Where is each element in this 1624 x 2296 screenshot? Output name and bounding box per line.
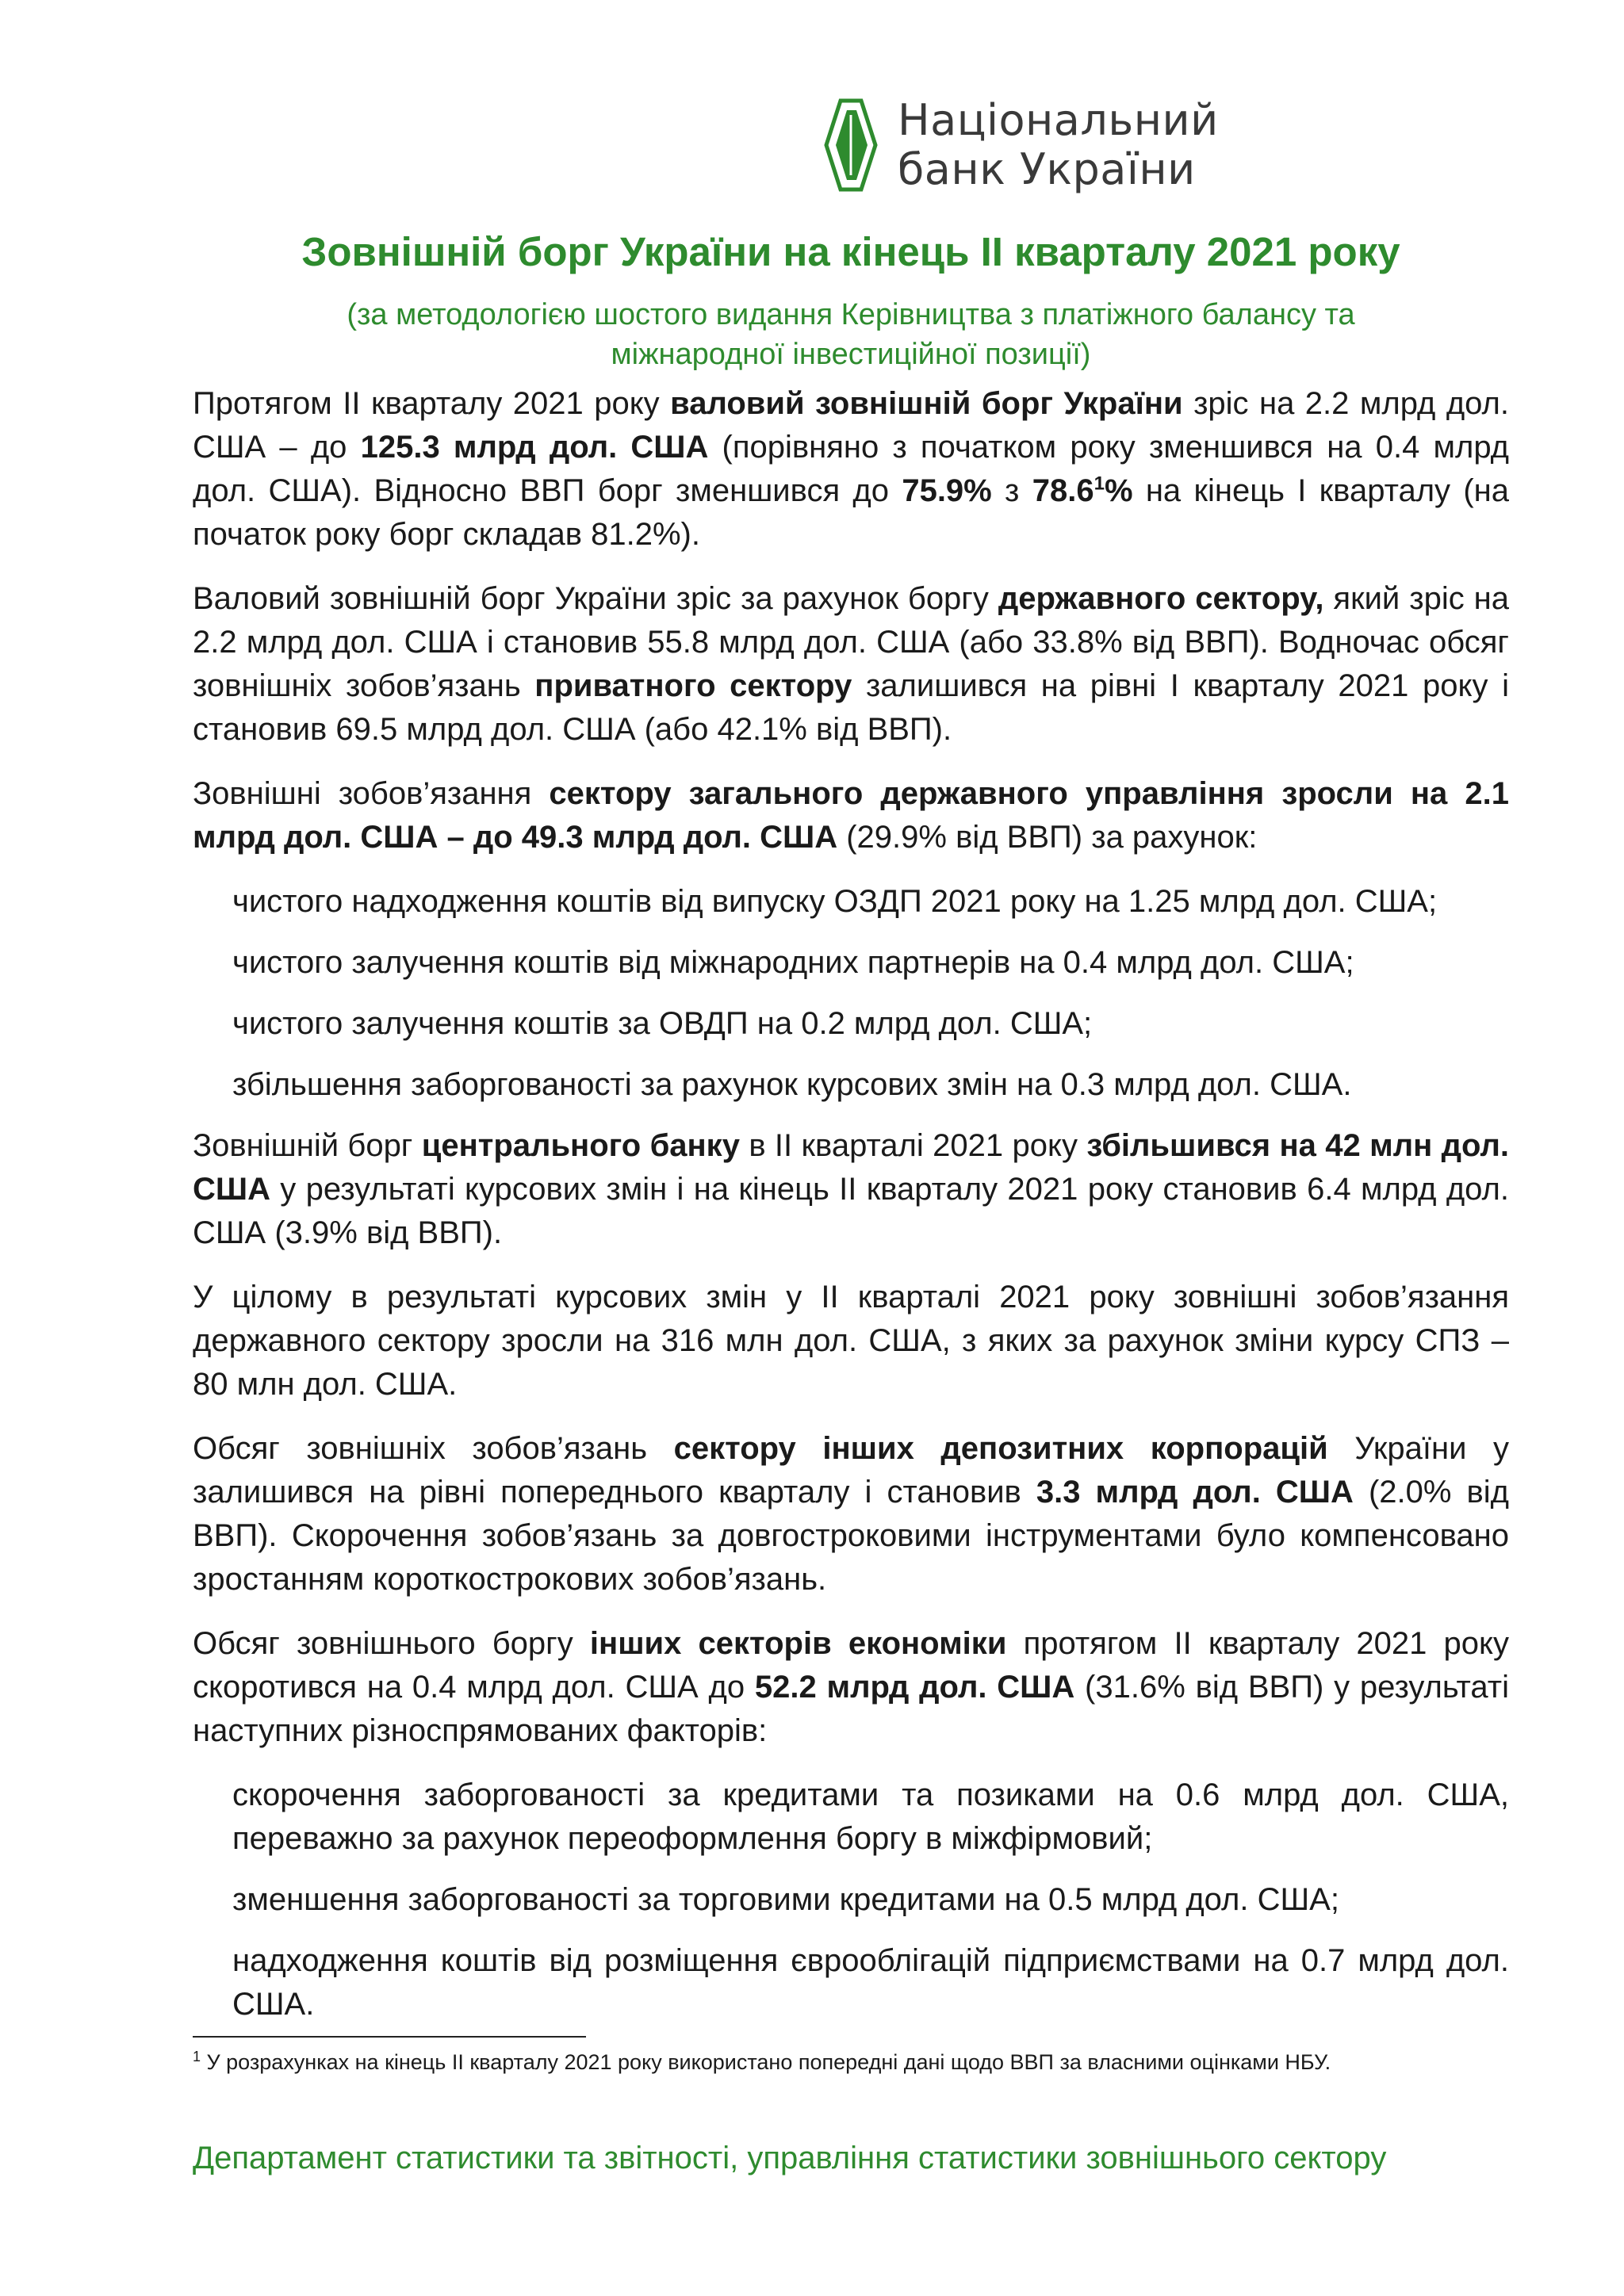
text: Валовий зовнішній борг України зріс за рахунок боргу	[193, 581, 998, 616]
bold-text: інших секторів економіки	[589, 1626, 1007, 1661]
bold-text: валовий зовнішній борг України	[670, 386, 1183, 421]
bold-text: державного сектору,	[998, 581, 1324, 616]
department-footer: Департамент статистики та звітності, управління статистики зовнішнього сектору	[193, 2141, 1387, 2175]
paragraph-deposit-corporations	[193, 1427, 1509, 1601]
list-item: чистого залучення коштів за ОВДП на 0.2 млрд дол. США;	[232, 1006, 1093, 1041]
document-subtitle	[193, 295, 1509, 374]
bold-text: центрального банку	[421, 1128, 740, 1163]
text: 78.6	[1032, 473, 1094, 508]
footnote	[193, 2048, 1509, 2076]
text: в ІІ кварталі 2021 року	[739, 1128, 1087, 1163]
paragraph-other-sectors	[193, 1622, 1509, 1753]
logo-line-2: банк України	[898, 144, 1196, 194]
bold-text: сектору загального державного управління зросли на 2.1 млрд дол. США – до 49.3 млрд дол. США	[193, 776, 1509, 855]
list-item: надходження коштів від розміщення єврооблігацій підприємствами на 0.7 млрд дол. США.	[232, 1943, 1509, 2022]
paragraph-public-sector	[193, 577, 1509, 752]
bold-text: сектору інших депозитних корпорацій	[673, 1431, 1328, 1466]
bold-text: 125.3 млрд дол. США	[360, 430, 709, 465]
text: У цілому в результаті курсових змін у ІІ кварталі 2021 року зовнішні зобов’язання державного сектору зросли на 316 млн дол. США, з яких за рахунок зміни курсу СПЗ – 80 млн дол. США.	[193, 1280, 1509, 1402]
text: протягом ІІ кварталу 2021 року скоротився на 0.4 млрд дол. США до	[193, 1626, 1509, 1705]
bold-text: 52.2 млрд дол. США	[754, 1670, 1075, 1705]
footnote-text: У розрахунках на кінець ІІ кварталу 2021 року використано попередні дані щодо ВВП за власними оцінками НБУ.	[201, 2050, 1331, 2074]
bold-text: приватного сектору	[534, 668, 852, 703]
text: %	[1104, 473, 1133, 508]
text: Зовнішній борг	[193, 1128, 422, 1163]
footnote-divider	[193, 2036, 586, 2038]
text: (29.9% від ВВП) за рахунок:	[837, 820, 1258, 855]
text: України у залишився на рівні попереднього кварталу і становив	[193, 1431, 1510, 1510]
text: Обсяг зовнішніх зобов’язань	[193, 1431, 674, 1466]
text: у результаті курсових змін і на кінець ІІ кварталу 2021 року становив 6.4 млрд дол. США (3.9% від ВВП).	[193, 1172, 1509, 1250]
text: з	[991, 473, 1032, 508]
nbu-emblem-icon	[823, 98, 879, 193]
text: (2.0% від ВВП). Скорочення зобов’язань за довгостроковими інструментами було компенсовано зростанням короткострокових зобов’язань.	[193, 1475, 1510, 1597]
list-item: чистого надходження коштів від випуску ОЗДП 2021 року на 1.25 млрд дол. США;	[232, 884, 1438, 919]
list-item: збільшення заборгованості за рахунок курсових змін на 0.3 млрд дол. США.	[232, 1067, 1352, 1102]
logo-line-1: Національний	[898, 95, 1219, 145]
bold-text	[1032, 473, 1133, 508]
document-body	[193, 382, 1509, 2044]
text: на кінець І кварталу (на початок року борг складав 81.2%).	[193, 473, 1510, 552]
text: (31.6% від ВВП) у результаті наступних різноспрямованих факторів:	[193, 1670, 1509, 1748]
nbu-logo	[823, 94, 1219, 197]
paragraph-central-bank	[193, 1124, 1509, 1255]
document-title: Зовнішній борг України на кінець ІІ кварталу 2021 року	[301, 229, 1400, 274]
list-item: скорочення заборгованості за кредитами та позиками на 0.6 млрд дол. США, переважно за рахунок переоформлення боргу в міжфірмовий;	[232, 1777, 1509, 1856]
list-item: зменшення заборгованості за торговими кредитами на 0.5 млрд дол. США;	[232, 1882, 1339, 1917]
paragraph-general-government	[193, 772, 1509, 859]
paragraph-gross-debt	[193, 382, 1509, 557]
text: Зовнішні зобов’язання	[193, 776, 550, 811]
text: Протягом ІІ кварталу 2021 року	[193, 386, 671, 421]
text: який зріс на 2.2 млрд дол. США і становив 55.8 млрд дол. США (або 33.8% від ВВП). Водночас обсяг зовнішніх зобов’язань	[193, 581, 1509, 703]
text: (порівняно з початком року зменшився на 0.4 млрд дол. США). Відносно ВВП борг зменшився до	[193, 430, 1510, 508]
bold-text: збільшився на 42 млн дол. США	[193, 1128, 1510, 1207]
text: Обсяг зовнішнього боргу	[193, 1626, 590, 1661]
subtitle-line-2: міжнародної інвестиційної позиції)	[611, 338, 1091, 371]
footnote-mark: 1	[193, 2049, 201, 2064]
bold-text: 3.3 млрд дол. США	[1036, 1475, 1354, 1510]
footnote-ref[interactable]: 1	[1094, 473, 1105, 495]
text: залишився на рівні І кварталу 2021 року і становив 69.5 млрд дол. США (або 42.1% від ВВП).	[193, 668, 1510, 747]
paragraph-exchange-rate	[193, 1276, 1509, 1406]
list-item: чистого залучення коштів від міжнародних партнерів на 0.4 млрд дол. США;	[232, 945, 1354, 980]
bold-text: 75.9%	[902, 473, 992, 508]
text: зріс на 2.2 млрд дол. США – до	[193, 386, 1510, 465]
subtitle-line-1: (за методологією шостого видання Керівництва з платіжного балансу та	[347, 298, 1355, 331]
